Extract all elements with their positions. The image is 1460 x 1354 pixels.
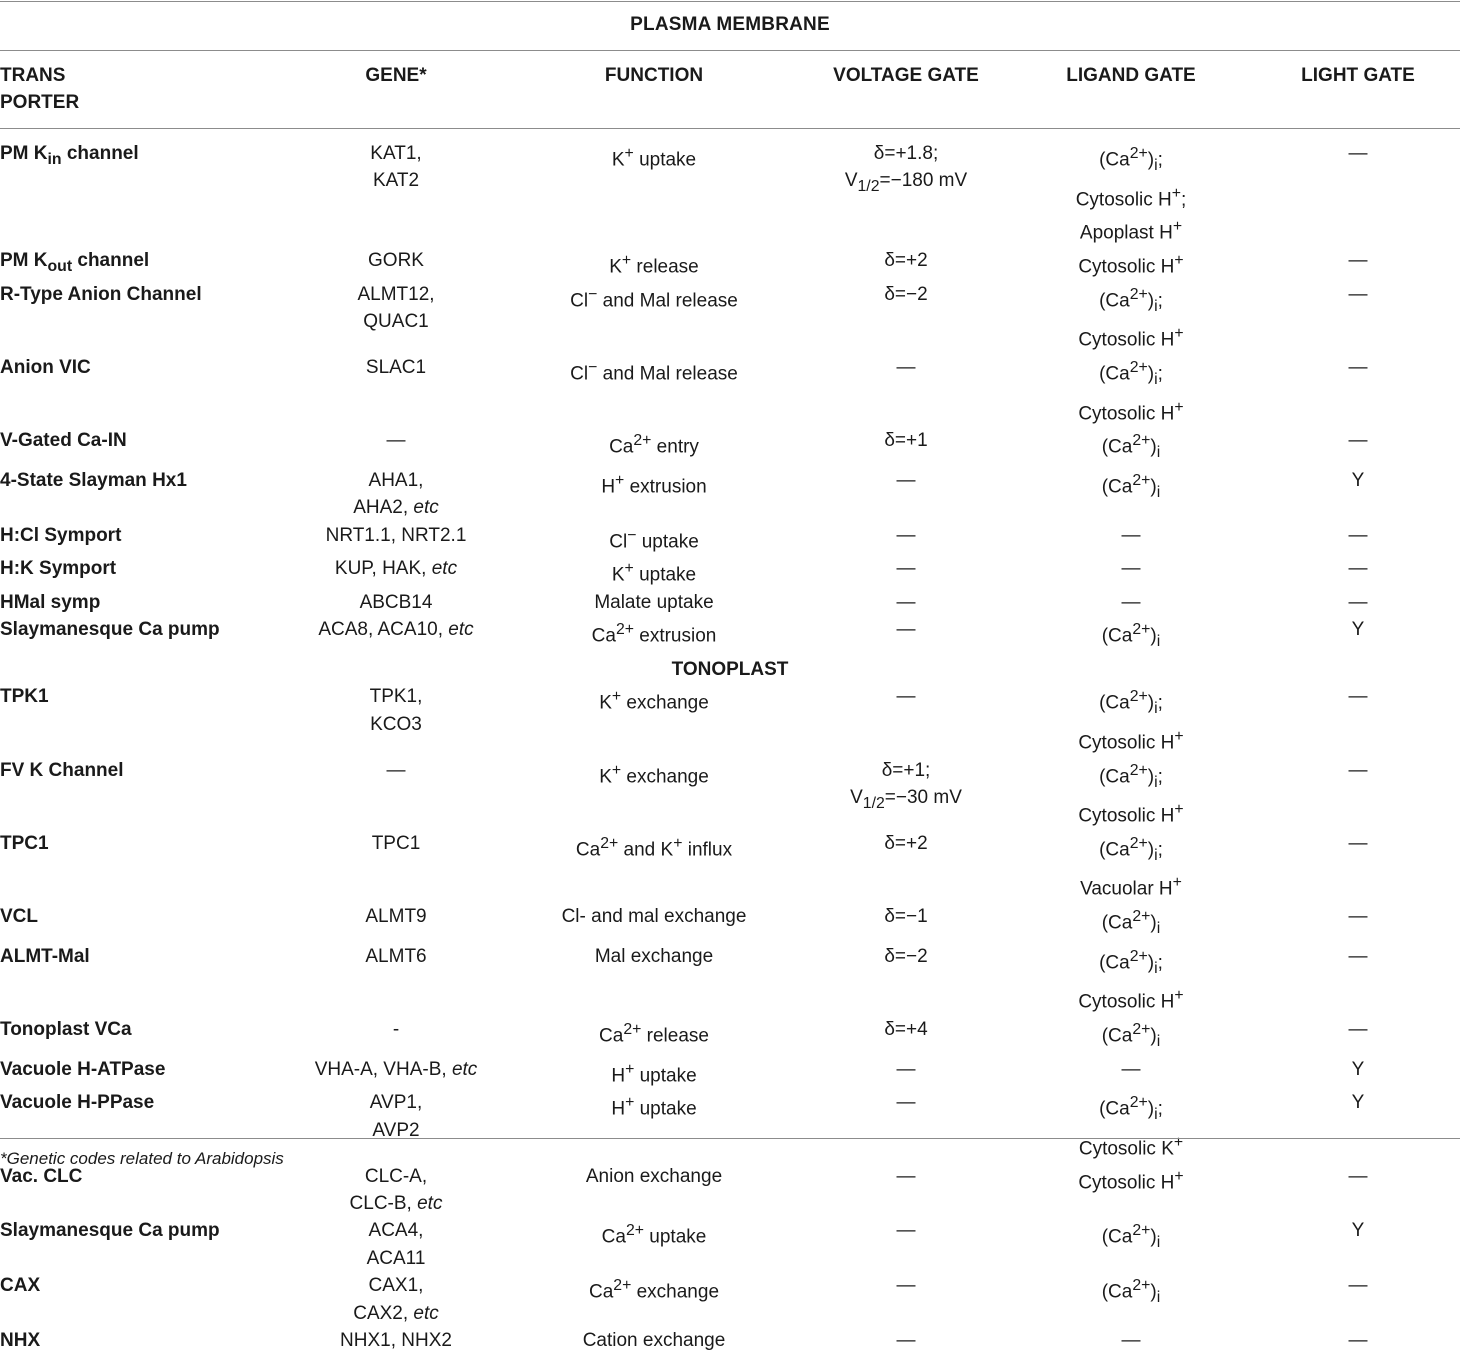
cell-transporter: Vacuole H-ATPase [0,1058,166,1080]
table-row [0,140,1460,247]
table-row [0,1056,1460,1090]
cell-function: Anion exchange [585,1165,723,1187]
cell-gene: ACA4, ACA11 [366,1220,426,1269]
cell-light-gate: Y [1351,1092,1365,1114]
cell-light-gate: — [1348,945,1368,967]
cell-function: H+ extrusion [601,471,707,498]
table-row [0,1016,1460,1056]
cell-ligand-gate: — [1121,1329,1141,1351]
cell-voltage-gate: — [896,1220,916,1242]
cell-transporter: PM $K_{out}$ channel [0,250,150,275]
cell-ligand-gate: $(Ca^{2+})_i$; Vacuolar H+ [1080,834,1182,900]
cell-light-gate: — [1348,759,1368,781]
cell-ligand-gate: — [1121,1058,1141,1080]
cell-function: $Ca^{2+}$ entry [609,432,699,458]
cell-gene: ALMT12, QUAC1 [357,283,435,333]
cell-gene: GORK [368,250,424,271]
cell-function: Cl- and mal exchange [561,906,747,928]
cell-voltage-gate: — [896,357,916,378]
cell-function: H+ uptake [611,1060,697,1086]
cell-transporter: Slaymanesque Ca pump [0,619,220,641]
section-row [0,656,1460,683]
cell-voltage-gate: δ=−1 [884,906,928,928]
cell-light-gate: — [1348,357,1368,378]
cell-light-gate: — [1348,686,1368,708]
cell-ligand-gate: $(Ca^{2+})_i$ [1101,1222,1161,1252]
cell-gene: - [392,1019,400,1041]
cell-gene: ABCB14 [359,592,433,614]
cell-gene: SLAC1 [365,357,427,378]
cell-voltage-gate: — [896,1329,916,1351]
table-row [0,683,1460,756]
cell-transporter: TPK1 [0,686,49,708]
cell-light-gate: — [1348,1165,1368,1187]
table-row [0,903,1460,943]
cell-function: K+ uptake [611,560,697,586]
cell-voltage-gate: — [896,1058,916,1080]
cell-gene: NRT1.1, NRT2.1 [325,524,467,546]
cell-voltage-gate: — [896,1165,916,1187]
table-row [0,757,1460,830]
cell-function: K+ release [609,252,699,278]
cell-gene: VHA-A, VHA-B, etc [314,1058,478,1080]
header-transporter: TRANS PORTER [0,65,80,113]
cell-ligand-gate: $(Ca^{2+})_i$; Cytosolic H+ [1078,688,1184,754]
cell-light-gate: — [1348,250,1368,271]
cell-ligand-gate: $(Ca^{2+})_i$; Cytosolic K+ [1078,1094,1184,1160]
cell-light-gate: — [1348,283,1368,305]
cell-voltage-gate: — [896,524,916,546]
cell-gene: NHX1, NHX2 [340,1329,452,1351]
cell-ligand-gate: $(Ca^{2+})_i$; Cytosolic H+ [1078,285,1184,351]
header-ligand-gate: LIGAND GATE [1066,65,1196,86]
cell-transporter: HMal symp [0,592,101,614]
cell-ligand-gate: $(Ca^{2+})_i$ [1101,908,1161,938]
cell-voltage-gate: δ=+2 [884,250,928,271]
cell-voltage-gate: δ=+1; $V_{1/2}=-30$ mV [850,759,962,812]
header-voltage-gate: VOLTAGE GATE [833,65,979,86]
cell-function: $Ca^{2+}$ release [599,1021,709,1047]
cell-transporter: H:K Symport [0,558,117,580]
cell-ligand-gate: — [1121,558,1141,580]
cell-transporter: 4-State Slayman Hx1 [0,469,187,491]
cell-light-gate: — [1348,1019,1368,1041]
cell-light-gate: — [1348,1275,1368,1297]
bottom-rule [0,1138,1460,1139]
cell-gene: TPC1 [371,832,421,854]
cell-transporter: V-Gated Ca-IN [0,430,127,452]
cell-transporter: Vac. CLC [0,1165,83,1187]
cell-light-gate: — [1348,592,1368,614]
cell-function: $Ca^{2+}$ extrusion [591,621,717,647]
cell-function: K+ exchange [599,761,709,788]
table-row [0,555,1460,589]
table-row [0,467,1460,522]
cell-function: $Ca^{2+}$ and K+ influx [575,834,733,861]
cell-light-gate: — [1348,1329,1368,1351]
table-row [0,1217,1460,1272]
cell-transporter: NHX [0,1329,41,1351]
cell-voltage-gate: — [896,469,916,491]
cell-light-gate: Y [1351,469,1365,491]
cell-ligand-gate: $(Ca^{2+})_i$ [1101,471,1161,501]
cell-transporter: Vacuole H-PPase [0,1092,155,1114]
cell-transporter: FV K Channel [0,759,124,781]
cell-light-gate: — [1348,524,1368,546]
cell-function: K+ exchange [599,688,709,714]
cell-transporter: Anion VIC [0,357,91,378]
cell-light-gate: — [1348,906,1368,928]
cell-function: H+ uptake [611,1094,697,1120]
cell-transporter: CAX [0,1275,41,1297]
title-rule [0,50,1460,51]
cell-gene: KAT1, KAT2 [370,143,422,192]
cell-transporter: H:Cl Symport [0,524,122,546]
table-title: PLASMA MEMBRANE [630,14,830,35]
cell-transporter: R-Type Anion Channel [0,283,202,305]
cell-function: Malate uptake [594,592,714,614]
header-rule [0,128,1460,129]
cell-voltage-gate: δ=+2 [884,832,928,854]
cell-ligand-gate: $(Ca^{2+})_i$ [1101,621,1161,651]
cell-transporter: TPC1 [0,832,49,854]
cell-light-gate: Y [1351,1058,1365,1080]
cell-gene: AVP1, AVP2 [369,1092,423,1141]
cell-light-gate: — [1348,143,1368,164]
cell-voltage-gate: — [896,1092,916,1114]
cell-gene: CLC-A, CLC-B, etc [349,1165,443,1214]
cell-voltage-gate: — [896,1275,916,1297]
cell-light-gate: — [1348,430,1368,452]
cell-voltage-gate: — [896,592,916,614]
cell-ligand-gate: — [1121,592,1141,614]
cell-ligand-gate: $(Ca^{2+})_i$ [1101,1021,1161,1051]
header-gene: GENE* [365,65,427,86]
data-table [0,140,1460,1354]
cell-transporter: Tonoplast VCa [0,1019,132,1041]
cell-gene: ACA8, ACA10, etc [318,619,474,641]
table-row [0,354,1460,427]
footnote: *Genetic codes related to Arabidopsis [0,1149,284,1168]
header-light-gate: LIGHT GATE [1301,65,1415,86]
cell-function: $Ca^{2+}$ exchange [588,1277,720,1303]
cell-light-gate: — [1348,558,1368,580]
cell-ligand-gate: Cytosolic H+ [1078,1167,1184,1193]
cell-function: Cl− uptake [609,526,699,552]
cell-voltage-gate: — [896,686,916,708]
cell-function: Mal exchange [594,945,714,967]
cell-function: Cation exchange [582,1329,726,1351]
cell-ligand-gate: Cytosolic H+ [1078,252,1184,278]
table-row [0,1272,1460,1327]
cell-voltage-gate: — [896,619,916,641]
cell-gene: CAX1, CAX2, etc [353,1275,439,1324]
table-row [0,247,1460,281]
table-row [0,943,1460,1016]
table-row [0,427,1460,467]
header-function: FUNCTION [604,65,704,86]
header-row [0,62,1460,116]
cell-voltage-gate: δ=−2 [884,945,928,967]
cell-gene: ALMT9 [365,906,427,928]
cell-light-gate: — [1348,832,1368,854]
cell-light-gate: Y [1351,619,1365,641]
table-row [0,281,1460,354]
cell-light-gate: Y [1351,1220,1365,1242]
cell-voltage-gate: δ=−2 [884,283,928,305]
cell-voltage-gate: — [896,558,916,580]
section-label: TONOPLAST [671,659,789,681]
cell-ligand-gate: $(Ca^{2+})_i$ [1101,1277,1161,1307]
table-row [0,830,1460,903]
cell-gene: AHA1, AHA2, etc [353,469,439,519]
table-row [0,589,1460,616]
cell-voltage-gate: δ=+1 [884,430,928,452]
cell-ligand-gate: $(Ca^{2+})_i$; Cytosolic H+ [1078,947,1184,1013]
table-row [0,522,1460,556]
cell-transporter: VCL [0,906,38,928]
cell-function: Cl− and Mal release [570,285,738,312]
cell-gene: — [386,430,406,452]
cell-function: $Ca^{2+}$ uptake [601,1222,707,1248]
cell-gene: ALMT6 [365,945,427,967]
cell-gene: TPK1, KCO3 [369,686,423,735]
top-rule [0,1,1460,2]
cell-voltage-gate: δ=+4 [884,1019,928,1041]
cell-function: Cl− and Mal release [570,359,738,385]
cell-ligand-gate: — [1121,524,1141,546]
cell-transporter: Slaymanesque Ca pump [0,1220,220,1242]
cell-voltage-gate: δ=+1.8; $V_{1/2}=-180$ mV [844,143,968,196]
cell-ligand-gate: $(Ca^{2+})_i$; Cytosolic H+ [1078,761,1184,827]
cell-ligand-gate: $(Ca^{2+})_i$; Cytosolic H+; Apoplast H+ [1075,145,1187,244]
cell-function: K+ uptake [611,145,697,171]
cell-ligand-gate: $(Ca^{2+})_i$; Cytosolic H+ [1078,359,1184,424]
table-row [0,1163,1460,1218]
cell-ligand-gate: $(Ca^{2+})_i$ [1101,432,1161,462]
cell-transporter: PM $K_{in}$ channel [0,143,139,168]
table-row [0,1327,1460,1354]
cell-gene: — [386,759,406,781]
cell-gene: KUP, HAK, etc [334,558,458,580]
cell-transporter: ALMT-Mal [0,945,90,967]
table-row [0,616,1460,656]
